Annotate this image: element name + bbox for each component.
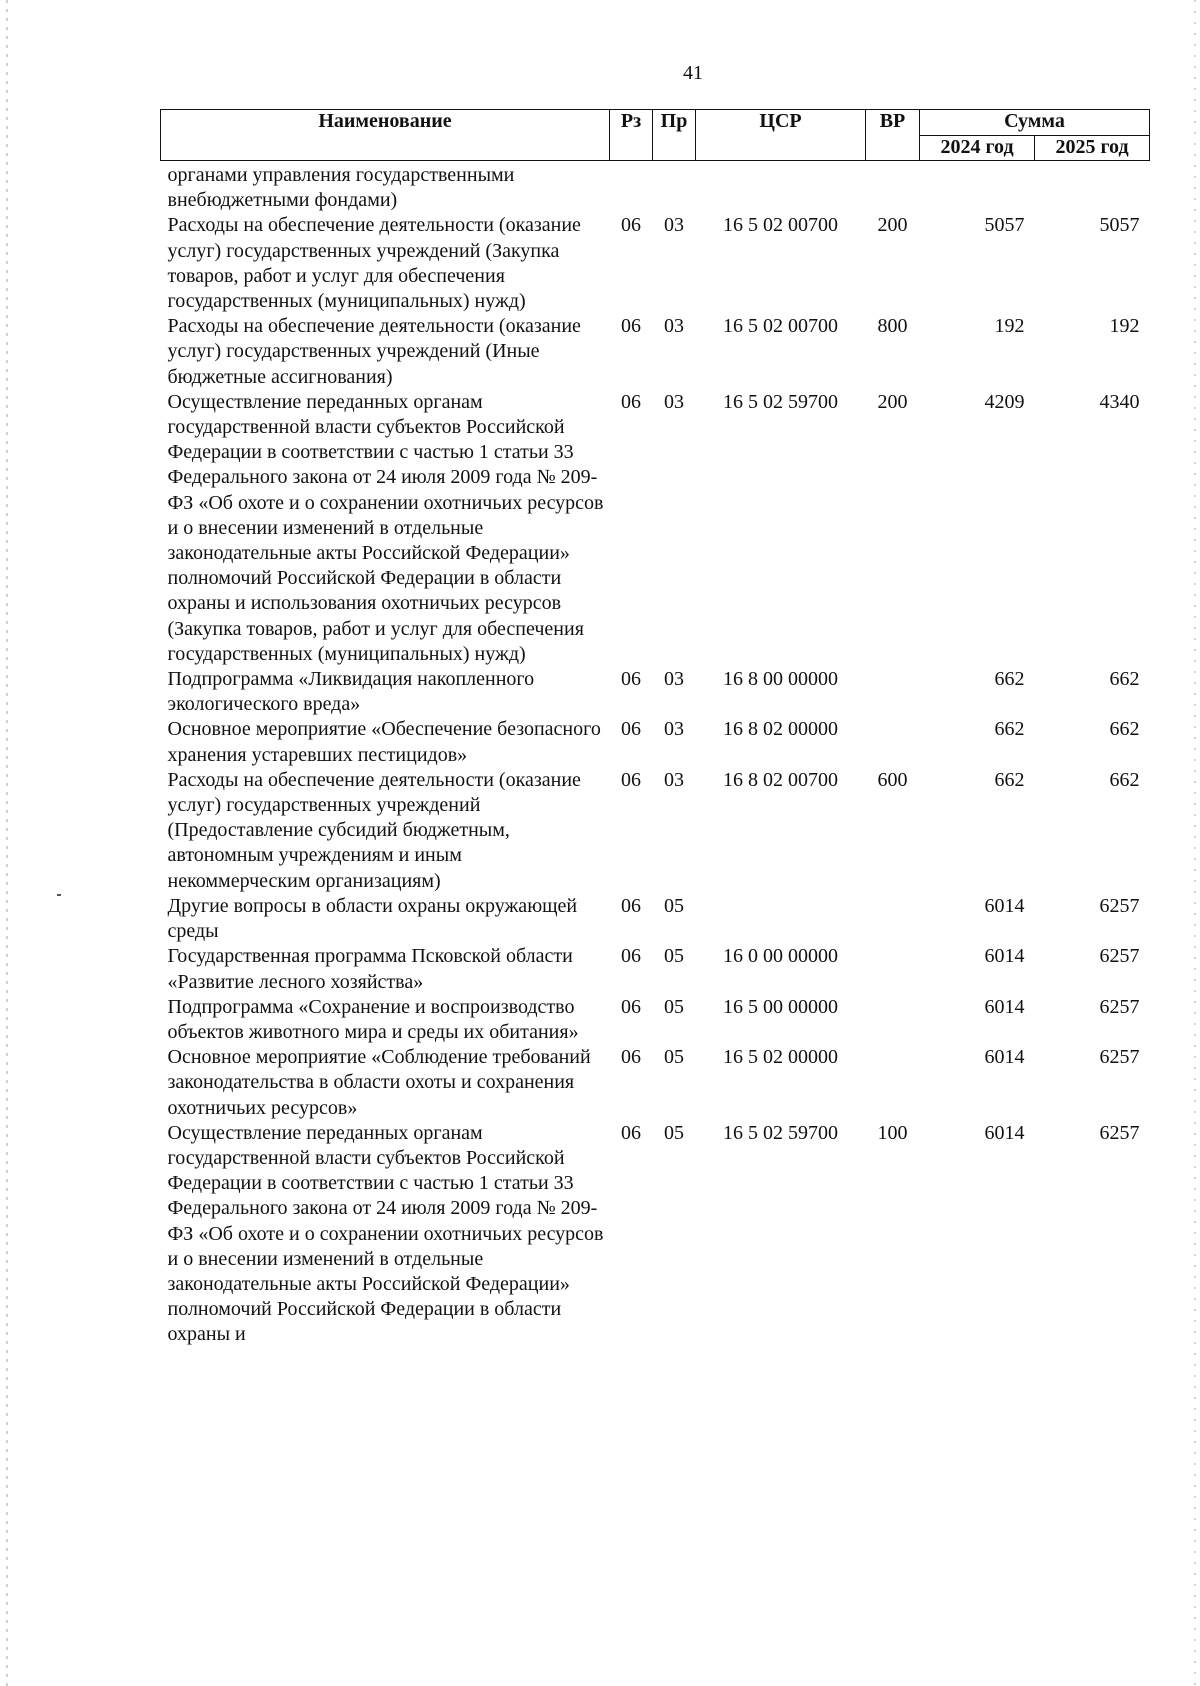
row-name: Другие вопросы в области охраны окружающей среды bbox=[167, 894, 578, 943]
row-pr: 03 bbox=[664, 768, 684, 791]
row-sum-2024: 6014 bbox=[984, 1121, 1025, 1144]
row-pr: 05 bbox=[664, 1121, 684, 1144]
table-row bbox=[161, 667, 1150, 717]
row-rz: 06 bbox=[621, 1121, 641, 1144]
header-csr: ЦСР bbox=[696, 110, 866, 161]
header-rz: Рз bbox=[610, 110, 653, 161]
row-sum-2025: 6257 bbox=[1099, 894, 1140, 917]
row-sum-2025: 662 bbox=[1109, 718, 1140, 741]
table-row bbox=[161, 995, 1150, 1045]
header-vr: ВР bbox=[866, 110, 920, 161]
budget-table bbox=[160, 109, 1150, 1348]
row-vr bbox=[866, 894, 920, 944]
row-pr: 03 bbox=[664, 315, 684, 338]
row-sum-2025: 192 bbox=[1109, 315, 1140, 338]
row-pr: 03 bbox=[664, 718, 684, 741]
row-csr: 16 5 00 00000 bbox=[723, 995, 838, 1018]
row-csr: 16 5 02 59700 bbox=[723, 390, 838, 413]
row-sum-2024: 662 bbox=[994, 668, 1025, 691]
table-body bbox=[161, 161, 1150, 1348]
row-csr: 16 5 02 00700 bbox=[723, 315, 838, 338]
row-name: Основное мероприятие «Соблюдение требований законодательства в области охоты и сохранения охотничьих ресурсов» bbox=[167, 1046, 591, 1119]
header-year-2024: 2024 год bbox=[920, 135, 1035, 161]
row-rz: 06 bbox=[621, 718, 641, 741]
row-sum-2024: 4209 bbox=[984, 390, 1025, 413]
row-csr bbox=[696, 161, 866, 214]
row-sum-2024: 192 bbox=[994, 315, 1025, 338]
row-vr bbox=[866, 995, 920, 1045]
table-header bbox=[161, 110, 1150, 161]
row-pr: 03 bbox=[664, 668, 684, 691]
row-name: Осуществление переданных органам государственной власти субъектов Российской Федерации в соответствии с частью 1 статьи 33 Федерального закона от 24 июля 2009 года № 209-ФЗ «Об охоте и о сохранении охотничьих ресурсов и о внесении изменений в отдельные законодательные акты Российской Федерации» полномочий Российской Федерации в области охраны и использования охотничьих ресурсов (Закупка товаров, работ и услуг для обеспечения государственных (муниципальных) нужд) bbox=[167, 390, 604, 665]
row-vr: 100 bbox=[877, 1121, 908, 1144]
row-sum-2025: 6257 bbox=[1099, 1046, 1140, 1069]
header-year-2025: 2025 год bbox=[1035, 135, 1150, 161]
row-pr: 05 bbox=[664, 995, 684, 1018]
row-name: Расходы на обеспечение деятельности (оказание услуг) государственных учреждений (Иные бюджетные ассигнования) bbox=[167, 315, 581, 388]
table-row bbox=[161, 213, 1150, 314]
row-sum-2024: 6014 bbox=[984, 945, 1025, 968]
table-row bbox=[161, 390, 1150, 667]
row-rz: 06 bbox=[621, 1046, 641, 1069]
row-vr bbox=[866, 1045, 920, 1121]
row-sum-2025: 5057 bbox=[1099, 214, 1140, 237]
row-name: Осуществление переданных органам государственной власти субъектов Российской Федерации в соответствии с частью 1 статьи 33 Федерального закона от 24 июля 2009 года № 209-ФЗ «Об охоте и о сохранении охотничьих ресурсов и о внесении изменений в отдельные законодательные акты Российской Федерации» полномочий Российской Федерации в области охраны и bbox=[167, 1121, 604, 1346]
scan-edge-right bbox=[1194, 0, 1196, 1686]
row-sum-2025: 6257 bbox=[1099, 1121, 1140, 1144]
row-name: Государственная программа Псковской области «Развитие лесного хозяйства» bbox=[167, 945, 573, 993]
row-csr: 16 5 02 59700 bbox=[723, 1121, 838, 1144]
row-rz: 06 bbox=[621, 214, 641, 237]
page-number: 41 bbox=[683, 62, 703, 84]
row-vr: 200 bbox=[877, 390, 908, 413]
row-name: Основное мероприятие «Обеспечение безопасного хранения устаревших пестицидов» bbox=[167, 718, 601, 766]
scan-speck bbox=[57, 894, 61, 896]
row-rz: 06 bbox=[621, 390, 641, 413]
table-row bbox=[161, 1045, 1150, 1121]
row-name: Подпрограмма «Ликвидация накопленного экологического вреда» bbox=[167, 668, 535, 716]
row-rz: 06 bbox=[621, 668, 641, 691]
row-name: Расходы на обеспечение деятельности (оказание услуг) государственных учреждений (Закупка товаров, работ и услуг для обеспечения государственных (муниципальных) нужд) bbox=[167, 214, 581, 313]
row-name: Расходы на обеспечение деятельности (оказание услуг) государственных учреждений (Предоставление субсидий бюджетным, автономным учреждениям и иным некоммерческим организациям) bbox=[167, 768, 581, 892]
scan-edge-left bbox=[6, 0, 8, 1686]
row-rz: 06 bbox=[621, 894, 641, 917]
row-csr: 16 8 02 00000 bbox=[723, 718, 838, 741]
row-sum-2024: 5057 bbox=[984, 214, 1025, 237]
table-row bbox=[161, 944, 1150, 994]
row-name: органами управления государственными внебюджетными фондами) bbox=[167, 164, 515, 212]
row-rz bbox=[610, 161, 653, 214]
row-csr: 16 5 02 00000 bbox=[723, 1046, 838, 1069]
row-pr: 03 bbox=[664, 214, 684, 237]
table-row bbox=[161, 314, 1150, 390]
row-sum-2025: 6257 bbox=[1099, 995, 1140, 1018]
row-sum-2024 bbox=[920, 161, 1035, 214]
row-pr: 05 bbox=[664, 1046, 684, 1069]
table-row bbox=[161, 894, 1150, 944]
header-sum: Сумма bbox=[920, 110, 1150, 136]
row-sum-2024: 662 bbox=[994, 768, 1025, 791]
table-row bbox=[161, 161, 1150, 214]
row-vr bbox=[866, 667, 920, 717]
table-row bbox=[161, 717, 1150, 767]
row-rz: 06 bbox=[621, 945, 641, 968]
row-sum-2024: 662 bbox=[994, 718, 1025, 741]
row-sum-2024: 6014 bbox=[984, 995, 1025, 1018]
row-csr: 16 8 02 00700 bbox=[723, 768, 838, 791]
row-sum-2025: 4340 bbox=[1099, 390, 1140, 413]
header-pr: Пр bbox=[653, 110, 696, 161]
row-vr: 800 bbox=[877, 315, 908, 338]
header-name: Наименование bbox=[161, 110, 610, 161]
row-name: Подпрограмма «Сохранение и воспроизводство объектов животного мира и среды их обитания» bbox=[167, 995, 579, 1043]
row-pr: 05 bbox=[664, 894, 684, 917]
row-vr bbox=[866, 717, 920, 767]
row-sum-2025: 662 bbox=[1109, 668, 1140, 691]
row-pr bbox=[653, 161, 696, 214]
table-row bbox=[161, 768, 1150, 894]
row-rz: 06 bbox=[621, 315, 641, 338]
row-sum-2025: 662 bbox=[1109, 768, 1140, 791]
row-sum-2025: 6257 bbox=[1099, 945, 1140, 968]
row-sum-2024: 6014 bbox=[984, 894, 1025, 917]
row-vr bbox=[866, 161, 920, 214]
row-vr: 200 bbox=[877, 214, 908, 237]
row-sum-2025 bbox=[1035, 161, 1150, 214]
row-csr: 16 0 00 00000 bbox=[723, 945, 838, 968]
row-vr: 600 bbox=[877, 768, 908, 791]
row-vr bbox=[866, 944, 920, 994]
row-rz: 06 bbox=[621, 768, 641, 791]
row-sum-2024: 6014 bbox=[984, 1046, 1025, 1069]
row-rz: 06 bbox=[621, 995, 641, 1018]
table-row bbox=[161, 1121, 1150, 1348]
row-csr bbox=[696, 894, 866, 944]
row-pr: 05 bbox=[664, 945, 684, 968]
row-pr: 03 bbox=[664, 390, 684, 413]
row-csr: 16 5 02 00700 bbox=[723, 214, 838, 237]
row-csr: 16 8 00 00000 bbox=[723, 668, 838, 691]
